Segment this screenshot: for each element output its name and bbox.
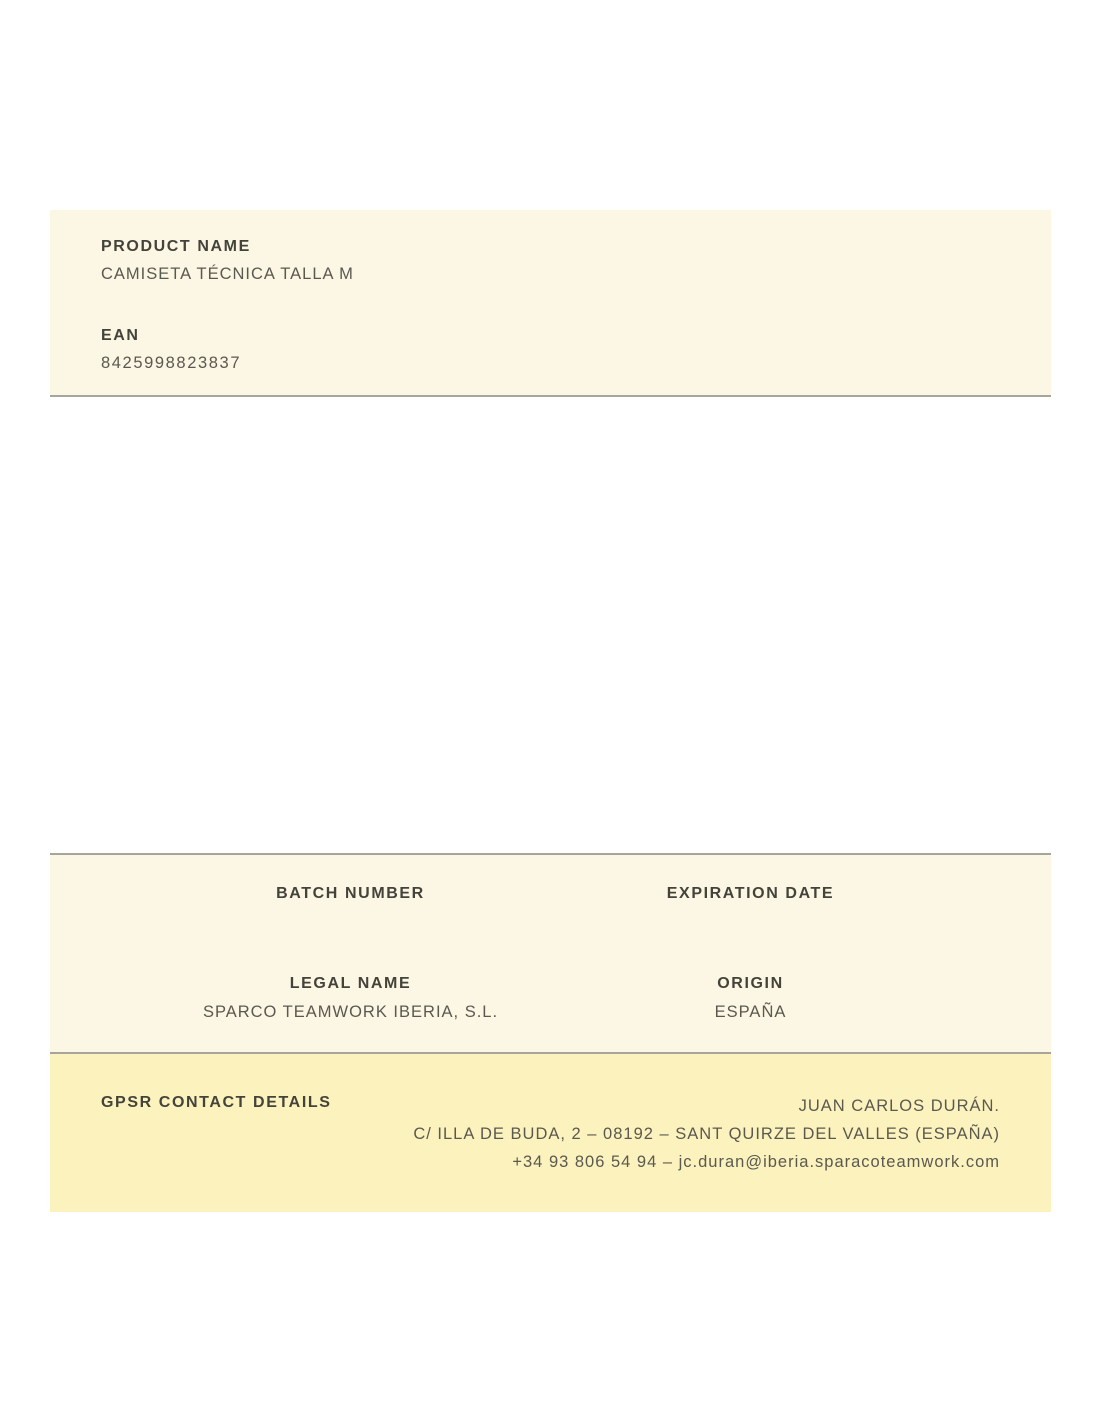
expiration-date-value [551,917,951,939]
gpsr-contact-address: C/ ILLA DE BUDA, 2 – 08192 – SANT QUIRZE DEL VALLES (ESPAÑA) [413,1125,1000,1143]
ean-label: EAN [101,327,140,344]
spacer [101,285,1000,325]
gpsr-contact-info [413,1092,1000,1176]
gpsr-contact-name: JUAN CARLOS DURÁN. [798,1097,1000,1115]
origin-label: ORIGIN [717,975,784,992]
expiration-date-label: EXPIRATION DATE [666,885,835,902]
gpsr-contact-phone-email: +34 93 806 54 94 – jc.duran@iberia.sparacoteamwork.com [512,1153,1000,1171]
legal-name-label: LEGAL NAME [289,975,412,992]
product-name-value: CAMISETA TÉCNICA TALLA M [101,265,354,283]
details-labels-row-1 [151,883,951,905]
ean-value: 8425998823837 [101,354,242,372]
batch-number-value [151,917,551,939]
product-info-section [50,210,1051,397]
gpsr-contact-details-label: GPSR CONTACT DETAILS [101,1094,332,1111]
details-grid [151,883,951,1023]
origin-value: ESPAÑA [714,1003,787,1021]
batch-number-label: BATCH NUMBER [276,885,425,902]
details-values-row-2 [151,1001,951,1023]
product-name-label: PRODUCT NAME [101,238,251,255]
legal-name-value: SPARCO TEAMWORK IBERIA, S.L. [202,1003,499,1021]
gpsr-contact-section [50,1052,1051,1212]
details-values-row-1 [151,917,951,939]
details-section [50,853,1051,1052]
details-labels-row-2 [151,973,951,995]
